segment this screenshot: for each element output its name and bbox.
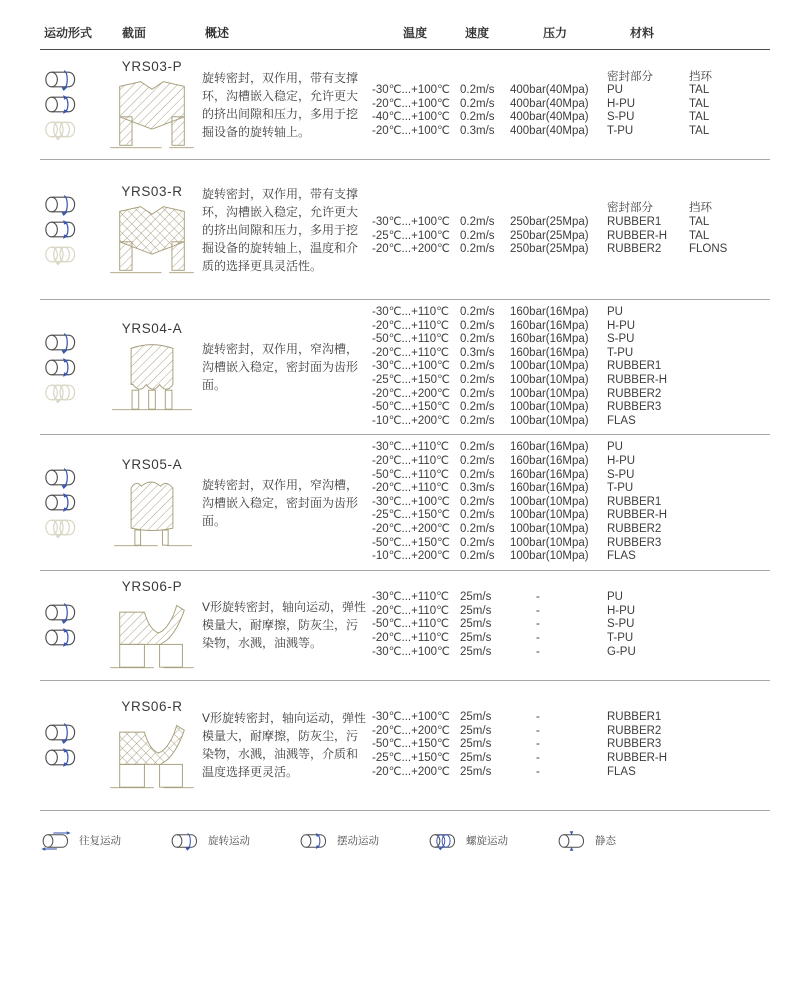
spec-row	[372, 388, 770, 402]
speed-value: 0.2m/s	[460, 360, 495, 373]
spec-row	[372, 455, 770, 469]
table-header	[40, 0, 770, 50]
helical-motion-icon-inactive	[42, 243, 102, 266]
speed-value: 0.2m/s	[460, 243, 495, 256]
header-pressure: 压力	[543, 26, 568, 40]
product-description: 旋转密封，双作用，窄沟槽，沟槽嵌入稳定，密封面为齿形面。	[202, 342, 359, 393]
speed-value: 0.3m/s	[460, 482, 495, 495]
temperature-value: -50℃...+110℃	[372, 618, 450, 631]
spec-table	[372, 441, 770, 563]
seal-material-value: RUBBER1	[607, 215, 662, 228]
model-title: YRS03-R	[121, 183, 183, 199]
seal-material-value: T-PU	[607, 124, 634, 137]
model-title: YRS03-P	[121, 58, 183, 74]
speed-value: 0.3m/s	[460, 124, 495, 137]
backup-ring-value	[689, 320, 770, 334]
pressure-value: -	[536, 724, 540, 737]
cross-section-column	[102, 59, 202, 151]
rotary-motion-icon	[42, 68, 102, 91]
legend-label: 螺旋运动	[466, 835, 508, 848]
backup-ring-value	[689, 766, 770, 780]
pressure-value: 160bar(16Mpa)	[510, 306, 589, 318]
seal-material-value: H-PU	[607, 604, 636, 617]
product-description: 旋转密封，双作用，带有支撑环，沟槽嵌入稳定，允许更大的挤出间隙和压力，多用于挖掘设备的旋转轴上。	[202, 70, 359, 139]
spec-table	[372, 71, 770, 139]
cross-section-diagram	[108, 595, 196, 671]
cross-section-diagram	[108, 337, 196, 413]
backup-ring-value	[689, 455, 770, 469]
motion-type-column	[40, 601, 102, 649]
spec-row	[372, 333, 770, 347]
temperature-value: -30℃...+100℃	[372, 215, 450, 228]
seal-material-value: G-PU	[607, 645, 636, 658]
temperature-value: -30℃...+100℃	[372, 360, 450, 373]
temperature-value: -10℃...+200℃	[372, 550, 450, 563]
material-subheader-row	[372, 202, 770, 216]
spec-table	[372, 711, 770, 779]
temperature-value: -20℃...+200℃	[372, 724, 450, 737]
pressure-value: 100bar(10Mpa)	[510, 536, 589, 549]
pressure-value: -	[536, 711, 540, 724]
product-section-yrs03-r	[40, 160, 770, 300]
product-description: V形旋转密封，轴向运动，弹性模量大，耐摩擦，防灰尘，污染物，水溅，油溅等，介质和温度选择更灵活。	[202, 711, 367, 780]
pressure-value: 400bar(40Mpa)	[510, 84, 589, 97]
speed-value: 0.2m/s	[460, 215, 495, 228]
spec-row	[372, 605, 770, 619]
speed-value: 25m/s	[460, 618, 492, 631]
spec-row	[372, 537, 770, 551]
oscillating-motion-icon	[42, 491, 102, 514]
legend-item-oscillating	[298, 831, 379, 851]
cross-section-diagram	[108, 200, 196, 276]
temperature-value: -20℃...+110℃	[372, 631, 450, 644]
motion-legend	[40, 831, 760, 851]
backup-ring-value	[689, 738, 770, 752]
product-section-yrs06-p	[40, 571, 770, 681]
seal-material-value: RUBBER1	[607, 711, 662, 724]
speed-value: 0.2m/s	[460, 387, 495, 400]
legend-item-rotary	[169, 831, 250, 851]
cross-section-diagram	[108, 715, 196, 791]
pressure-value: -	[536, 645, 540, 658]
seal-material-value: PU	[607, 306, 623, 318]
spec-row	[372, 230, 770, 244]
backup-ring-value	[689, 374, 770, 388]
seal-material-value: RUBBER-H	[607, 229, 668, 242]
rotary-motion-icon	[42, 331, 102, 354]
speed-value: 0.2m/s	[460, 495, 495, 508]
backup-ring-value	[689, 401, 770, 415]
product-description: V形旋转密封，轴向运动，弹性模量大，耐摩擦，防灰尘，污染物，水溅，油溅等。	[202, 600, 367, 651]
pressure-value: 100bar(10Mpa)	[510, 495, 589, 508]
backup-ring-value	[689, 360, 770, 374]
temperature-value: -50℃...+150℃	[372, 536, 450, 549]
pressure-value: 100bar(10Mpa)	[510, 414, 589, 427]
temperature-value: -20℃...+110℃	[372, 482, 450, 495]
spec-row	[372, 632, 770, 646]
backup-ring-value	[689, 550, 770, 564]
spec-table	[372, 591, 770, 659]
seal-material-value: RUBBER-H	[607, 373, 668, 386]
spec-row	[372, 98, 770, 112]
pressure-value: 100bar(10Mpa)	[510, 509, 589, 522]
spec-row	[372, 320, 770, 334]
seal-material-value: PU	[607, 441, 623, 454]
speed-value: 0.2m/s	[460, 333, 495, 346]
speed-value: 0.2m/s	[460, 509, 495, 522]
legend-item-helical	[427, 831, 508, 851]
speed-value: 0.2m/s	[460, 522, 495, 535]
spec-row	[372, 550, 770, 564]
backup-ring-value	[689, 469, 770, 483]
helical-motion-icon-inactive	[42, 118, 102, 141]
backup-ring-value	[689, 537, 770, 551]
speed-value: 25m/s	[460, 631, 492, 644]
pressure-value: 400bar(40Mpa)	[510, 97, 589, 110]
seal-material-value: RUBBER3	[607, 738, 662, 751]
temperature-value: -20℃...+110℃	[372, 454, 450, 467]
seal-part-label: 密封部分	[607, 70, 653, 83]
temperature-value: -30℃...+100℃	[372, 84, 450, 97]
backup-ring-value	[689, 523, 770, 537]
helical-motion-icon-inactive	[42, 516, 102, 539]
spec-row	[372, 752, 770, 766]
spec-row	[372, 646, 770, 660]
pressure-value: 100bar(10Mpa)	[510, 522, 589, 535]
pressure-value: 400bar(40Mpa)	[510, 124, 589, 137]
static-icon	[556, 831, 588, 851]
seal-material-value: RUBBER3	[607, 401, 662, 414]
seal-material-value: H-PU	[607, 97, 636, 110]
helical-icon	[427, 831, 459, 851]
spec-row	[372, 306, 770, 320]
seal-material-value: S-PU	[607, 468, 635, 481]
seal-material-value: RUBBER2	[607, 243, 662, 256]
spec-row	[372, 84, 770, 98]
legend-label: 旋转运动	[208, 835, 250, 848]
backup-ring-label: 挡环	[689, 70, 712, 83]
backup-ring-value	[689, 441, 770, 455]
speed-value: 0.2m/s	[460, 401, 495, 414]
spec-row	[372, 216, 770, 230]
spec-row	[372, 738, 770, 752]
speed-value: 0.2m/s	[460, 454, 495, 467]
seal-material-value: RUBBER2	[607, 387, 662, 400]
backup-ring-value: TAL	[689, 111, 710, 124]
reciprocating-icon	[40, 831, 72, 851]
seal-material-value: RUBBER2	[607, 522, 662, 535]
temperature-value: -25℃...+150℃	[372, 373, 450, 386]
speed-value: 25m/s	[460, 591, 492, 604]
speed-value: 0.2m/s	[460, 550, 495, 563]
temperature-value: -30℃...+100℃	[372, 711, 450, 724]
pressure-value: 100bar(10Mpa)	[510, 360, 589, 373]
temperature-value: -50℃...+110℃	[372, 333, 450, 346]
motion-type-column	[40, 466, 102, 539]
temperature-value: -20℃...+100℃	[372, 97, 450, 110]
cross-section-column	[102, 699, 202, 791]
spec-row	[372, 766, 770, 780]
rotary-motion-icon	[42, 721, 102, 744]
pressure-value: 100bar(10Mpa)	[510, 373, 589, 386]
speed-value: 25m/s	[460, 724, 492, 737]
model-title: YRS04-A	[121, 321, 183, 337]
spec-row	[372, 523, 770, 537]
seal-material-value: RUBBER2	[607, 724, 662, 737]
temperature-value: -50℃...+150℃	[372, 401, 450, 414]
seal-material-value: PU	[607, 591, 623, 604]
temperature-value: -30℃...+110℃	[372, 306, 450, 318]
pressure-value: -	[536, 618, 540, 631]
header-speed: 速度	[465, 26, 490, 40]
backup-ring-value	[689, 388, 770, 402]
pressure-value: 160bar(16Mpa)	[510, 441, 589, 454]
legend-label: 摆动运动	[337, 835, 379, 848]
seal-material-value: RUBBER3	[607, 536, 662, 549]
seal-material-value: T-PU	[607, 631, 634, 644]
spec-row	[372, 415, 770, 429]
backup-ring-value: FLONS	[689, 243, 728, 256]
spec-row	[372, 374, 770, 388]
pressure-value: -	[536, 591, 540, 604]
model-title: YRS06-P	[121, 579, 183, 595]
header-temperature: 温度	[403, 26, 428, 40]
backup-ring-label: 挡环	[689, 202, 712, 215]
legend-label: 静态	[595, 835, 616, 848]
temperature-value: -40℃...+100℃	[372, 111, 450, 124]
seal-material-value: PU	[607, 84, 623, 97]
seal-part-label: 密封部分	[607, 202, 653, 215]
oscillating-motion-icon	[42, 626, 102, 649]
model-title: YRS05-A	[121, 456, 183, 472]
cross-section-column	[102, 579, 202, 671]
spec-row	[372, 360, 770, 374]
cross-section-column	[102, 457, 202, 549]
backup-ring-value	[689, 725, 770, 739]
backup-ring-value: TAL	[689, 215, 710, 228]
spec-row	[372, 441, 770, 455]
product-description: 旋转密封，双作用，带有支撑环，沟槽嵌入稳定，允许更大的挤出间隙和压力，多用于挖掘设备的旋转轴上，温度和介质的选择更具灵活性。	[202, 186, 359, 273]
spec-table	[372, 202, 770, 256]
spec-row	[372, 401, 770, 415]
backup-ring-value	[689, 333, 770, 347]
pressure-value: 160bar(16Mpa)	[510, 319, 589, 332]
backup-ring-value: TAL	[689, 84, 710, 97]
speed-value: 25m/s	[460, 604, 492, 617]
product-description: 旋转密封，双作用，窄沟槽，沟槽嵌入稳定，密封面为齿形面。	[202, 477, 359, 528]
spec-row	[372, 509, 770, 523]
spec-row	[372, 725, 770, 739]
temperature-value: -25℃...+150℃	[372, 509, 450, 522]
pressure-value: 250bar(25Mpa)	[510, 243, 589, 256]
seal-material-value: FLAS	[607, 765, 636, 778]
spec-row	[372, 591, 770, 605]
cross-section-diagram	[108, 75, 196, 151]
seal-material-value: S-PU	[607, 618, 635, 631]
cross-section-column	[102, 321, 202, 413]
backup-ring-value	[689, 591, 770, 605]
pressure-value: 250bar(25Mpa)	[510, 229, 589, 242]
speed-value: 0.2m/s	[460, 84, 495, 97]
temperature-value: -50℃...+150℃	[372, 738, 450, 751]
pressure-value: 160bar(16Mpa)	[510, 346, 589, 359]
temperature-value: -30℃...+110℃	[372, 441, 450, 454]
pressure-value: 250bar(25Mpa)	[510, 215, 589, 228]
backup-ring-value	[689, 752, 770, 766]
backup-ring-value	[689, 509, 770, 523]
backup-ring-value	[689, 415, 770, 429]
backup-ring-value: TAL	[689, 229, 710, 242]
temperature-value: -25℃...+150℃	[372, 751, 450, 764]
temperature-value: -20℃...+200℃	[372, 243, 450, 256]
speed-value: 25m/s	[460, 645, 492, 658]
seal-material-value: S-PU	[607, 333, 635, 346]
seal-material-value: S-PU	[607, 111, 635, 124]
temperature-value: -50℃...+110℃	[372, 468, 450, 481]
backup-ring-value: TAL	[689, 124, 710, 137]
rotary-motion-icon	[42, 193, 102, 216]
pressure-value: -	[536, 765, 540, 778]
temperature-value: -30℃...+110℃	[372, 591, 450, 604]
speed-value: 0.2m/s	[460, 306, 495, 318]
pressure-value: 400bar(40Mpa)	[510, 111, 589, 124]
motion-type-column	[40, 331, 102, 404]
model-title: YRS06-R	[121, 699, 183, 715]
motion-type-column	[40, 193, 102, 266]
backup-ring-value	[689, 347, 770, 361]
header-cross-section: 截面	[122, 26, 147, 40]
speed-value: 0.2m/s	[460, 373, 495, 386]
pressure-value: 100bar(10Mpa)	[510, 401, 589, 414]
spec-row	[372, 111, 770, 125]
material-subheader-row	[372, 71, 770, 85]
spec-row	[372, 618, 770, 632]
product-section-yrs03-p	[40, 50, 770, 160]
cross-section-column	[102, 184, 202, 276]
oscillating-motion-icon	[42, 93, 102, 116]
pressure-value: 100bar(10Mpa)	[510, 387, 589, 400]
rotary-motion-icon	[42, 601, 102, 624]
speed-value: 0.2m/s	[460, 229, 495, 242]
pressure-value: 160bar(16Mpa)	[510, 333, 589, 346]
temperature-value: -30℃...+100℃	[372, 645, 450, 658]
seal-material-value: H-PU	[607, 454, 636, 467]
speed-value: 25m/s	[460, 751, 492, 764]
helical-motion-icon-inactive	[42, 381, 102, 404]
seal-material-value: FLAS	[607, 414, 636, 427]
spec-row	[372, 469, 770, 483]
temperature-value: -10℃...+200℃	[372, 414, 450, 427]
temperature-value: -20℃...+200℃	[372, 522, 450, 535]
pressure-value: 160bar(16Mpa)	[510, 454, 589, 467]
pressure-value: 160bar(16Mpa)	[510, 482, 589, 495]
cross-section-diagram	[108, 473, 196, 549]
oscillating-motion-icon	[42, 218, 102, 241]
spec-row	[372, 243, 770, 257]
seal-material-value: FLAS	[607, 550, 636, 563]
backup-ring-value: TAL	[689, 97, 710, 110]
speed-value: 0.2m/s	[460, 468, 495, 481]
spec-row	[372, 347, 770, 361]
speed-value: 25m/s	[460, 738, 492, 751]
pressure-value: -	[536, 738, 540, 751]
spec-table	[372, 306, 770, 428]
seal-material-value: RUBBER-H	[607, 509, 668, 522]
rotary-motion-icon	[42, 466, 102, 489]
rotary-icon	[169, 831, 201, 851]
product-sections	[0, 50, 800, 811]
backup-ring-value	[689, 306, 770, 320]
temperature-value: -20℃...+110℃	[372, 346, 450, 359]
seal-material-value: RUBBER1	[607, 360, 662, 373]
backup-ring-value	[689, 605, 770, 619]
pressure-value: -	[536, 631, 540, 644]
speed-value: 0.2m/s	[460, 536, 495, 549]
header-material: 材料	[630, 26, 655, 40]
speed-value: 25m/s	[460, 711, 492, 724]
temperature-value: -20℃...+200℃	[372, 387, 450, 400]
backup-ring-value	[689, 482, 770, 496]
temperature-value: -30℃...+100℃	[372, 495, 450, 508]
product-section-yrs05-a	[40, 435, 770, 570]
pressure-value: 100bar(10Mpa)	[510, 550, 589, 563]
oscillating-motion-icon	[42, 746, 102, 769]
backup-ring-value	[689, 632, 770, 646]
temperature-value: -20℃...+110℃	[372, 319, 450, 332]
temperature-value: -25℃...+100℃	[372, 229, 450, 242]
backup-ring-value	[689, 618, 770, 632]
seal-material-value: T-PU	[607, 482, 634, 495]
speed-value: 0.2m/s	[460, 97, 495, 110]
legend-item-static	[556, 831, 616, 851]
speed-value: 0.2m/s	[460, 319, 495, 332]
seal-material-value: RUBBER-H	[607, 751, 668, 764]
temperature-value: -20℃...+100℃	[372, 124, 450, 137]
header-overview: 概述	[205, 26, 230, 40]
spec-row	[372, 711, 770, 725]
motion-type-column	[40, 721, 102, 769]
backup-ring-value	[689, 711, 770, 725]
temperature-value: -20℃...+200℃	[372, 765, 450, 778]
oscillating-icon	[298, 831, 330, 851]
spec-row	[372, 482, 770, 496]
speed-value: 25m/s	[460, 765, 492, 778]
pressure-value: -	[536, 604, 540, 617]
product-section-yrs04-a	[40, 300, 770, 435]
pressure-value: 160bar(16Mpa)	[510, 468, 589, 481]
spec-row	[372, 496, 770, 510]
seal-material-value: T-PU	[607, 346, 634, 359]
seal-material-value: RUBBER1	[607, 495, 662, 508]
seal-material-value: H-PU	[607, 319, 636, 332]
backup-ring-value	[689, 646, 770, 660]
speed-value: 0.2m/s	[460, 111, 495, 124]
spec-row	[372, 125, 770, 139]
oscillating-motion-icon	[42, 356, 102, 379]
product-section-yrs06-r	[40, 681, 770, 811]
speed-value: 0.2m/s	[460, 441, 495, 454]
temperature-value: -20℃...+110℃	[372, 604, 450, 617]
header-motion-type: 运动形式	[44, 26, 93, 40]
speed-value: 0.3m/s	[460, 346, 495, 359]
pressure-value: -	[536, 751, 540, 764]
legend-label: 往复运动	[79, 835, 121, 848]
speed-value: 0.2m/s	[460, 414, 495, 427]
legend-item-reciprocating	[40, 831, 121, 851]
motion-type-column	[40, 68, 102, 141]
backup-ring-value	[689, 496, 770, 510]
